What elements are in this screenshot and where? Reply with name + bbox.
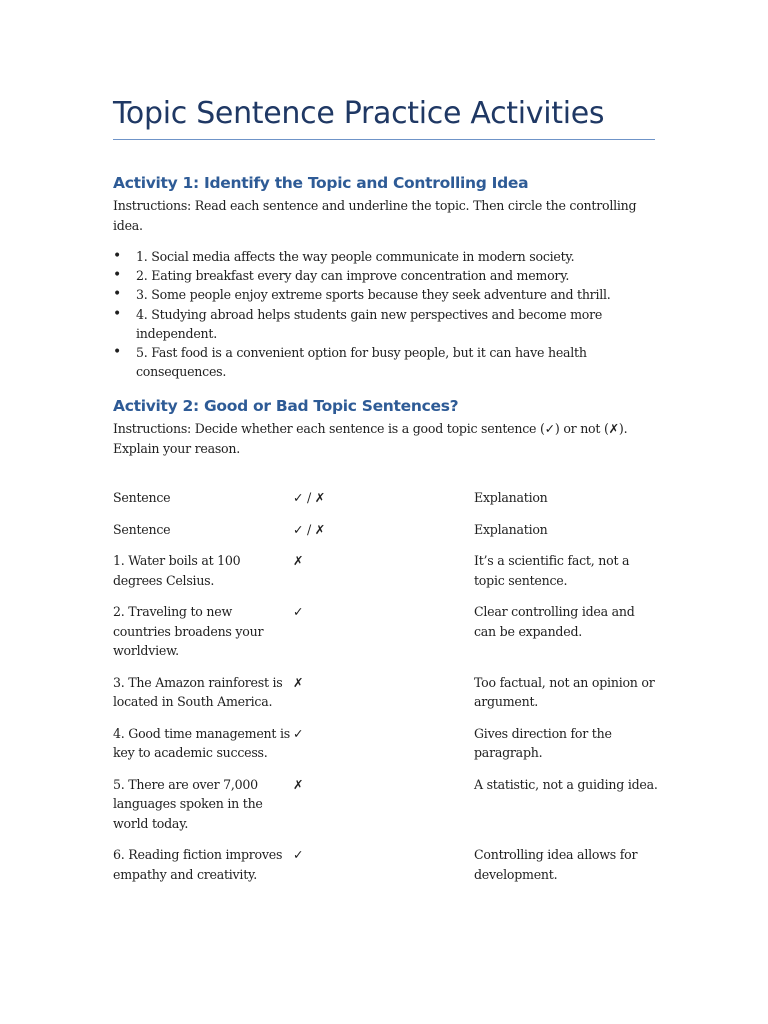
activity-1-heading: Activity 1: Identify the Topic and Controlling Idea [113, 174, 529, 192]
activity-1-sentence-list [113, 247, 658, 381]
table-cell-explanation: It’s a scientific fact, not a topic sentence. [474, 553, 630, 588]
table-cell-explanation: Too factual, not an opinion or argument. [474, 674, 655, 709]
table-cell-mark: ✗ [293, 776, 304, 792]
table-cell-mark: ✓ / ✗ [293, 490, 326, 505]
activity-2-instructions: Instructions: Decide whether each sentence is a good topic sentence (✓) or not (✗). Explain your reason. [113, 421, 628, 456]
list-item-text: 4. Studying abroad helps students gain new perspectives and become more independent. [136, 306, 603, 341]
list-item-text: 3. Some people enjoy extreme sports because they seek adventure and thrill. [136, 287, 611, 303]
bullet-icon: • [113, 267, 122, 284]
table-cell-sentence: 4. Good time management is key to academic success. [113, 725, 290, 760]
list-item-text: 2. Eating breakfast every day can improve concentration and memory. [136, 268, 570, 284]
list-item-text: 1. Social media affects the way people communicate in modern society. [136, 249, 575, 264]
document-title: Topic Sentence Practice Activities [113, 96, 605, 131]
table-header-row [113, 520, 658, 540]
table-cell-mark: ✓ / ✗ [293, 521, 326, 537]
table-cell-mark: ✓ [293, 847, 304, 862]
list-item [113, 305, 658, 343]
activity-2-table [113, 488, 658, 896]
table-cell-sentence: 6. Reading fiction improves empathy and creativity. [113, 847, 283, 882]
table-row [113, 602, 658, 661]
table-cell-mark: ✗ [293, 674, 304, 690]
table-cell-sentence: 3. The Amazon rainforest is located in South America. [113, 674, 283, 709]
bullet-icon: • [113, 248, 122, 264]
table-cell-mark: ✗ [293, 553, 304, 568]
bullet-icon: • [113, 344, 122, 361]
list-item [113, 247, 658, 266]
table-cell-explanation: Explanation [474, 490, 548, 505]
table-cell-sentence: 2. Traveling to new countries broadens your worldview. [113, 604, 264, 658]
table-cell-sentence: 1. Water boils at 100 degrees Celsius. [113, 553, 241, 588]
list-item [113, 266, 658, 285]
list-item [113, 343, 658, 381]
table-row [113, 845, 658, 884]
table-cell-sentence: 5. There are over 7,000 languages spoken in the world today. [113, 776, 263, 831]
table-cell-explanation: Clear controlling idea and can be expanded. [474, 604, 635, 639]
list-item [113, 285, 658, 304]
table-cell-mark: ✓ [293, 725, 304, 741]
activity-2-heading: Activity 2: Good or Bad Topic Sentences? [113, 397, 459, 415]
table-header-row [113, 488, 658, 508]
title-divider [113, 139, 655, 140]
table-cell-sentence: Sentence [113, 490, 171, 505]
table-cell-explanation: A statistic, not a guiding idea. [474, 776, 658, 792]
table-row [113, 775, 658, 834]
table-row [113, 724, 658, 763]
bullet-icon: • [113, 286, 122, 303]
table-cell-explanation: Gives direction for the paragraph. [474, 725, 612, 760]
table-cell-explanation: Controlling idea allows for development. [474, 847, 638, 882]
table-cell-mark: ✓ [293, 604, 304, 619]
activity-1-instructions: Instructions: Read each sentence and underline the topic. Then circle the controlling idea. [113, 198, 637, 233]
table-cell-sentence: Sentence [113, 521, 171, 537]
table-row [113, 551, 658, 590]
table-cell-explanation: Explanation [474, 521, 548, 537]
table-row [113, 673, 658, 712]
list-item-text: 5. Fast food is a convenient option for busy people, but it can have health consequences. [136, 345, 587, 380]
bullet-icon: • [113, 305, 122, 322]
